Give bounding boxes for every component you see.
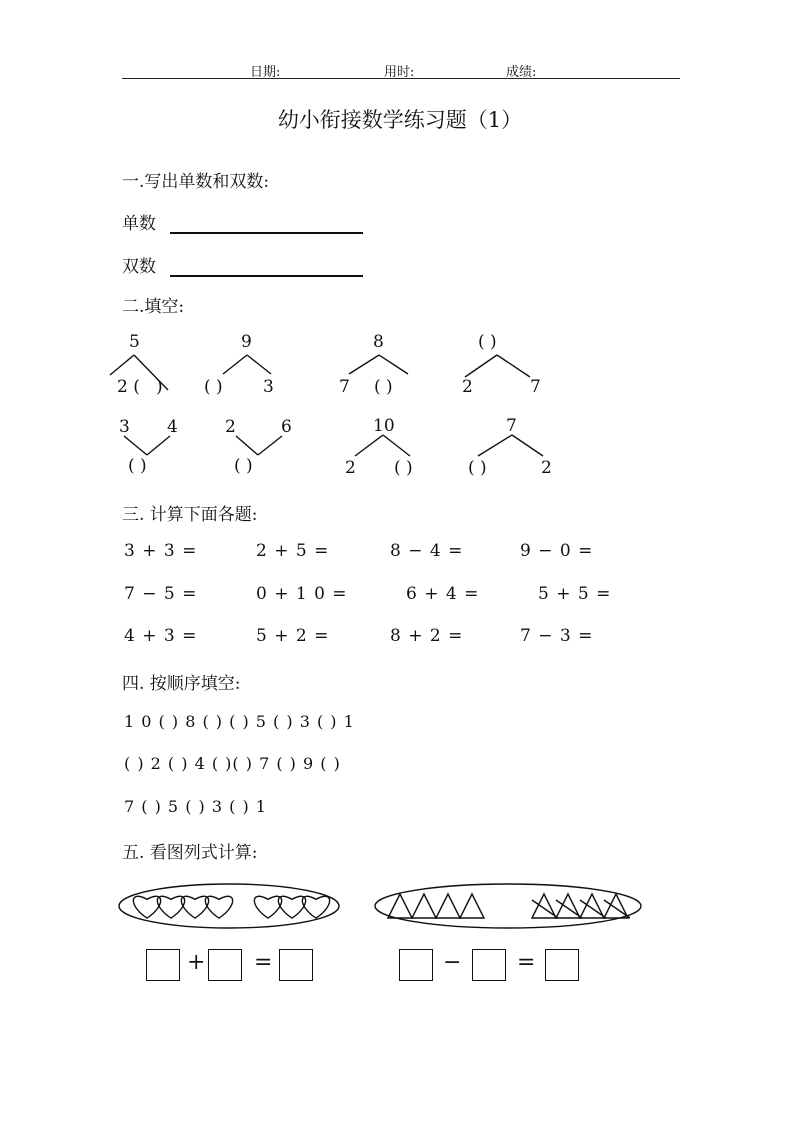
equation[interactable]: 7 − 3 = xyxy=(520,626,594,646)
heart-icon xyxy=(205,896,232,918)
sequence-line[interactable]: 7 ( ) 5 ( ) 3 ( ) 1 xyxy=(124,797,267,816)
minus-sign: − xyxy=(443,950,462,975)
bond-top: 10 xyxy=(373,416,395,436)
triangle-icon xyxy=(460,894,484,918)
score-label: 成绩: xyxy=(506,65,537,80)
triangle-icon xyxy=(412,894,436,918)
bond-left: 3 xyxy=(119,417,130,437)
equation[interactable]: 0 + 1 0 = xyxy=(256,584,348,604)
even-label: 双数 xyxy=(122,257,156,277)
plus-sign: + xyxy=(187,950,206,975)
bond-top: 8 xyxy=(373,332,384,352)
bond-left: 2 xyxy=(462,377,473,397)
bond-bottom[interactable]: ( ) xyxy=(234,456,253,476)
equals-sign: = xyxy=(254,950,273,975)
equation[interactable]: 8 + 2 = xyxy=(390,626,464,646)
answer-box[interactable] xyxy=(146,949,180,981)
equation[interactable]: 8 − 4 = xyxy=(390,541,464,561)
bond-right: 3 xyxy=(263,377,274,397)
heart-icon xyxy=(254,896,281,918)
bond-top: 7 xyxy=(506,416,517,436)
section4-heading: 四. 按顺序填空: xyxy=(122,674,241,694)
heart-icon xyxy=(157,896,184,918)
bond-left[interactable]: 2 ( xyxy=(117,377,140,397)
bond-right: 2 xyxy=(541,458,552,478)
triangle-icon xyxy=(436,894,460,918)
date-label: 日期: xyxy=(250,65,281,80)
heart-icon xyxy=(181,896,208,918)
answer-box[interactable] xyxy=(545,949,579,981)
answer-box[interactable] xyxy=(472,949,506,981)
bond-top[interactable]: ( ) xyxy=(478,332,497,352)
bond-right[interactable]: ( ) xyxy=(394,458,413,478)
triangles-oval xyxy=(375,884,641,928)
bond-right: 6 xyxy=(281,417,292,437)
section5-heading: 五. 看图列式计算: xyxy=(122,843,258,863)
answer-box[interactable] xyxy=(208,949,242,981)
heart-icon xyxy=(302,896,329,918)
bond-top: 5 xyxy=(129,332,140,352)
bond-left: 2 xyxy=(225,417,236,437)
bond-right: ) xyxy=(156,377,163,397)
section1-heading: 一.写出单数和双数: xyxy=(122,172,270,192)
equation[interactable]: 9 − 0 = xyxy=(520,541,594,561)
hearts-oval xyxy=(119,884,339,928)
heart-icon xyxy=(278,896,305,918)
odd-label: 单数 xyxy=(122,214,156,234)
triangle-icon xyxy=(388,894,412,918)
bond-top: 9 xyxy=(241,332,252,352)
bond-left[interactable]: ( ) xyxy=(204,377,223,397)
time-label: 用时: xyxy=(384,65,415,80)
equation[interactable]: 3 + 3 = xyxy=(124,541,198,561)
section3-heading: 三. 计算下面各题: xyxy=(122,505,258,525)
answer-box[interactable] xyxy=(279,949,313,981)
equation[interactable]: 5 + 2 = xyxy=(256,626,330,646)
bond-bottom[interactable]: ( ) xyxy=(128,456,147,476)
answer-box[interactable] xyxy=(399,949,433,981)
section2-heading: 二.填空: xyxy=(122,297,185,317)
bond-right: 7 xyxy=(530,377,541,397)
bond-right[interactable]: ( ) xyxy=(374,377,393,397)
bond-left[interactable]: ( ) xyxy=(468,458,487,478)
equals-sign: = xyxy=(517,950,536,975)
bond-left: 2 xyxy=(345,458,356,478)
equation[interactable]: 4 + 3 = xyxy=(124,626,198,646)
page-title: 幼小衔接数学练习题（1） xyxy=(277,108,523,132)
equation[interactable]: 5 + 5 = xyxy=(538,584,612,604)
bond-right: 4 xyxy=(167,417,178,437)
equation[interactable]: 2 + 5 = xyxy=(256,541,330,561)
bond-left: 7 xyxy=(339,377,350,397)
sequence-line[interactable]: ( ) 2 ( ) 4 ( )( ) 7 ( ) 9 ( ) xyxy=(124,754,341,773)
equation[interactable]: 7 − 5 = xyxy=(124,584,198,604)
heart-icon xyxy=(133,896,160,918)
equation[interactable]: 6 + 4 = xyxy=(406,584,480,604)
sequence-line[interactable]: 1 0 ( ) 8 ( ) ( ) 5 ( ) 3 ( ) 1 xyxy=(124,712,355,731)
